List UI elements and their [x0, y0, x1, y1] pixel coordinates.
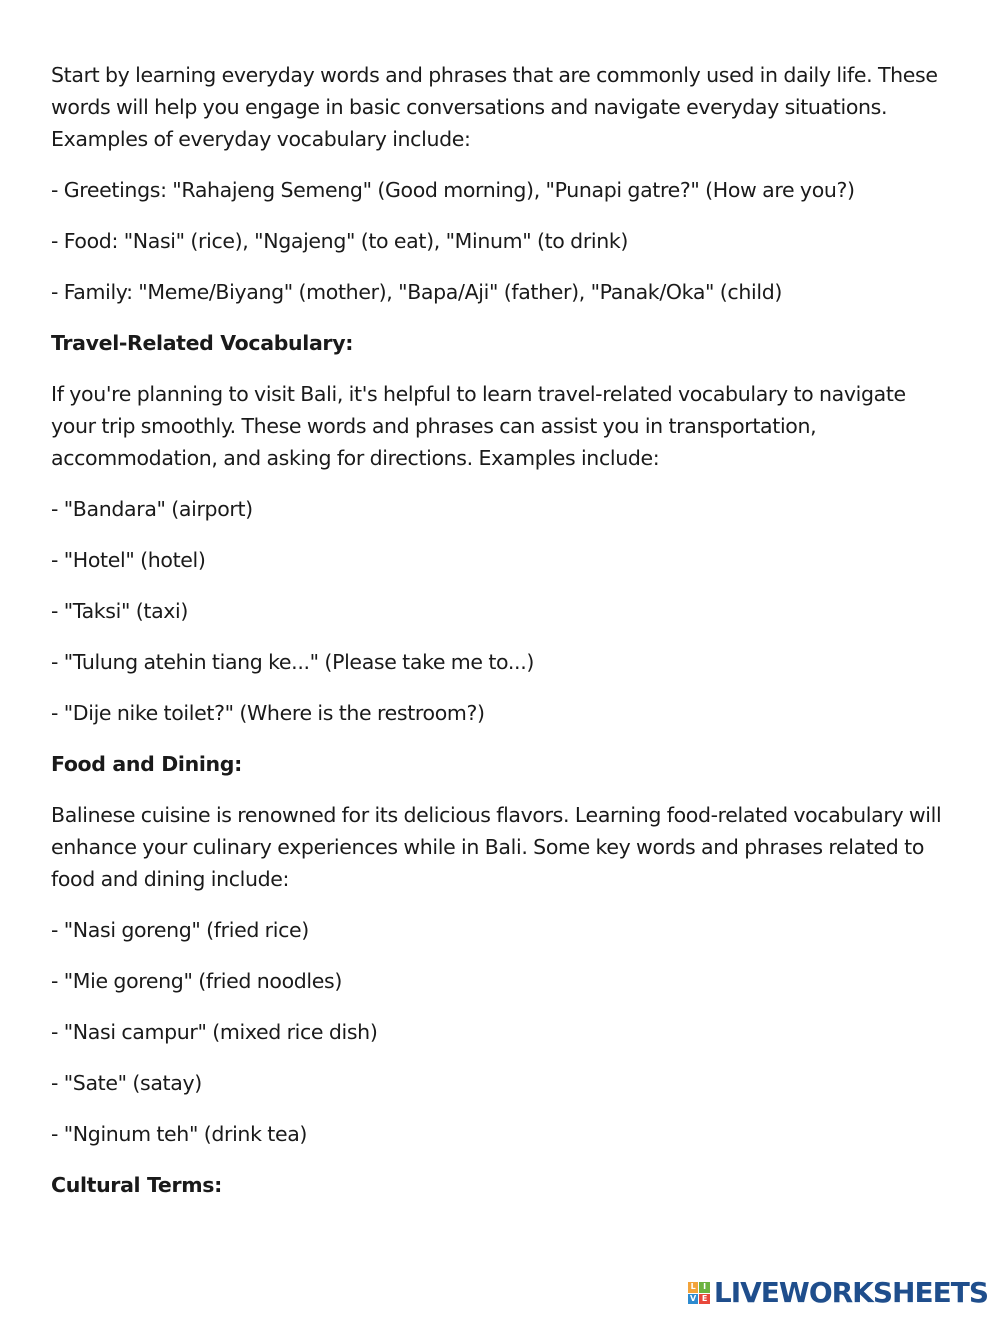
list-item-nginum-teh: - "Nginum teh" (drink tea) — [51, 1122, 308, 1146]
travel-heading: Travel-Related Vocabulary: — [51, 331, 354, 355]
liveworksheets-logo-icon — [688, 1282, 710, 1304]
travel-paragraph: If you're planning to visit Bali, it's helpful to learn travel-related vocabulary to navigate your trip smoothly. These words and phrases can assist you in transportation, accommodation, and asking for directions. Examples include: — [51, 382, 906, 470]
intro-paragraph: Start by learning everyday words and phrases that are commonly used in daily life. These words will help you engage in basic conversations and navigate everyday situations. Examples of everyday vocabulary include: — [51, 63, 938, 151]
list-item-hotel: - "Hotel" (hotel) — [51, 548, 206, 572]
liveworksheets-logo[interactable] — [688, 1278, 988, 1308]
list-item-sate: - "Sate" (satay) — [51, 1071, 202, 1095]
list-item-tulung: - "Tulung atehin tiang ke..." (Please take me to...) — [51, 650, 535, 674]
liveworksheets-logo-text: LIVEWORKSHEETS — [713, 1276, 988, 1309]
logo-tile-v: V — [688, 1294, 699, 1305]
list-item-toilet: - "Dije nike toilet?" (Where is the restroom?) — [51, 701, 485, 725]
list-item-family: - Family: "Meme/Biyang" (mother), "Bapa/Aji" (father), "Panak/Oka" (child) — [51, 280, 783, 304]
logo-tile-i: I — [699, 1282, 710, 1293]
list-item-nasi-goreng: - "Nasi goreng" (fried rice) — [51, 918, 309, 942]
list-item-mie-goreng: - "Mie goreng" (fried noodles) — [51, 969, 343, 993]
list-item-nasi-campur: - "Nasi campur" (mixed rice dish) — [51, 1020, 378, 1044]
logo-tile-e: E — [699, 1294, 710, 1305]
list-item-taksi: - "Taksi" (taxi) — [51, 599, 189, 623]
food-paragraph: Balinese cuisine is renowned for its delicious flavors. Learning food-related vocabulary will enhance your culinary experiences while in Bali. Some key words and phrases related to food and dining include: — [51, 803, 942, 891]
worksheet-content — [51, 59, 951, 1201]
list-item-greetings: - Greetings: "Rahajeng Semeng" (Good morning), "Punapi gatre?" (How are you?) — [51, 178, 855, 202]
logo-tile-l: L — [688, 1282, 699, 1293]
food-heading: Food and Dining: — [51, 752, 242, 776]
list-item-food: - Food: "Nasi" (rice), "Ngajeng" (to eat), "Minum" (to drink) — [51, 229, 629, 253]
list-item-bandara: - "Bandara" (airport) — [51, 497, 253, 521]
cultural-heading: Cultural Terms: — [51, 1173, 222, 1197]
